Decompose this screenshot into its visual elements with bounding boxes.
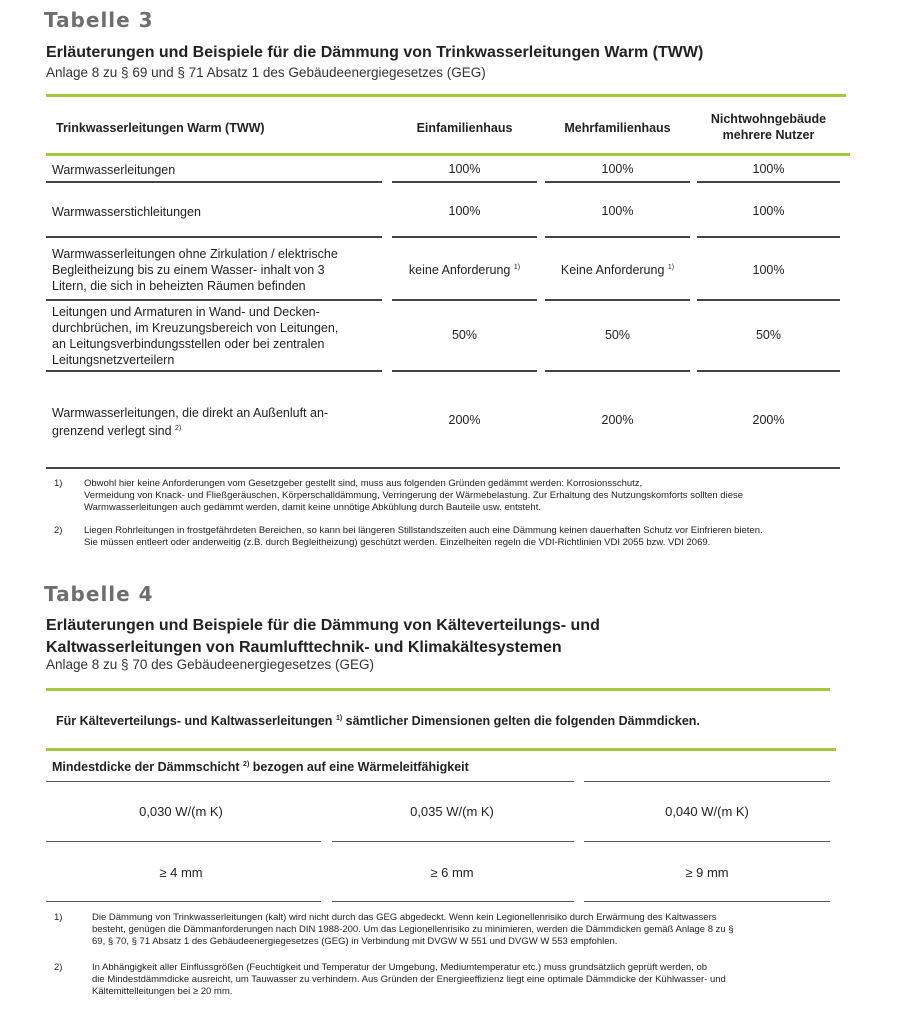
table3-footnote1-line3: Warmwasserleitungen auch gedämmt werden, damit keine unnötige Abkühlung durch Bauteile usw. entsteht. (84, 502, 541, 513)
table3-header-col3: Mehrfamilienhaus (564, 121, 671, 135)
table4-heading-rule (46, 781, 574, 782)
table4-title-line1: Erläuterungen und Beispiele für die Dämmung von Kälteverteilungs- und (46, 617, 600, 634)
table3-title: Erläuterungen und Beispiele für die Dämmung von Trinkwasserleitungen Warm (TWW) (46, 44, 704, 61)
table3-row3-mfh (545, 263, 690, 277)
table4-conductivity-2: 0,035 W/(m K) (410, 804, 494, 819)
table3-header-col4 (697, 111, 840, 143)
table3-row5-desc (52, 405, 382, 439)
table3-row4-desc-line1: Leitungen und Armaturen in Wand- und Decken- (52, 305, 320, 319)
table3-row4-rule-c2 (392, 370, 537, 372)
table3-row4-desc-line2: durchbrüchen, im Kreuzungsbereich von Leitungen, (52, 321, 339, 335)
table3-row4-desc-line4: Leitungsnetzverteilern (52, 353, 175, 367)
table4-intro-b: sämtlicher Dimensionen gelten die folgenden Dämmdicken. (345, 714, 700, 728)
table4-heading-note: 2) (243, 761, 250, 768)
table3-row3-mfh-note: 1) (667, 264, 675, 271)
table3-row3-rule-c2 (392, 299, 537, 301)
table3-row3-efh (392, 263, 537, 277)
table3-row2-efh: 100% (448, 204, 481, 218)
table3-row5-efh: 200% (448, 413, 481, 427)
table3-row3-mfh-text: Keine Anforderung (560, 263, 665, 277)
table3-top-rule (46, 94, 846, 97)
table3-row4-rule-c3 (545, 370, 690, 372)
table3-row1-rule-c3 (545, 181, 690, 183)
table4-footnote1-line2: besteht, genügen die Dämmanforderungen nach DIN 1988-200. Um das Legionellenrisiko zu minimieren, werden die Dämmdicken gemäß Anlage 8 zu § (92, 924, 734, 935)
table3-row4-rule-c4 (697, 370, 840, 372)
table3-row2-rule-c3 (545, 236, 690, 238)
table3-row4-nwg: 50% (755, 328, 782, 342)
table3-row3-desc-line3: Litern, die sich in beheizten Räumen befinden (52, 279, 306, 293)
table3-row4-rule (46, 370, 382, 372)
table3-footnote1 (84, 478, 844, 514)
table4-footnote2-line3: Kältemittelleitungen bei ≥ 20 mm. (92, 986, 233, 997)
table3-row4-desc-line3: an Leitungsverbindungsstellen oder bei zentralen (52, 337, 325, 351)
table3-footnote2-num: 2) (54, 525, 63, 536)
table4-title-line2: Kaltwasserleitungen von Raumlufttechnik- und Klimakältesystemen (46, 639, 562, 656)
table3-footnote1-num: 1) (54, 478, 63, 489)
table4-heading (52, 760, 469, 774)
table3-header-rule (46, 153, 850, 156)
table3-footnote2 (84, 525, 844, 549)
table4-thickness-2: ≥ 6 mm (430, 865, 474, 880)
table4-thickness-1: ≥ 4 mm (159, 865, 203, 880)
table4-row2-rule-2 (332, 901, 574, 902)
table4-thickness-3: ≥ 9 mm (685, 865, 729, 880)
table4-footnote2 (92, 962, 852, 998)
table3-row3-rule-c4 (697, 299, 840, 301)
table4-footnote1 (92, 912, 852, 948)
table4-footnote1-line3: 69, § 70, § 71 Absatz 1 des Gebäudeenergiegesetzes (GEG) in Verbindung mit DVGW W 551 und DVGW W 553 empfohlen. (92, 936, 618, 947)
table4-heading-b: bezogen auf eine Wärmeleitfähigkeit (252, 760, 469, 774)
table4-intro-rule (46, 748, 836, 751)
table3-row2-desc: Warmwasserstichleitungen (52, 205, 201, 219)
table3-row5-note: 2) (175, 425, 182, 432)
table3-row2-rule-c4 (697, 236, 840, 238)
table4-footnote2-line2: die Mindestdämmdicke ausreicht, um Tauwasser zu verhindern. Aus Gründen der Energieeffizienz liegt eine optimale Dämmdicke der Kühlwasser- und (92, 974, 726, 985)
table4-subtitle: Anlage 8 zu § 70 des Gebäudeenergiegesetzes (GEG) (46, 657, 374, 672)
table3-footnote1-line2: Vermeidung von Knack- und Fließgeräuschen, Körperschalldämmung, Verringerung der Wärmebelastung. Zur Erhaltung des Nutzungskomforts sollten diese (84, 490, 744, 501)
table4-conductivity-3: 0,040 W/(m K) (665, 804, 749, 819)
table4-label: Tabelle 4 (44, 582, 154, 606)
table4-title (46, 615, 600, 659)
table3-row4-mfh: 50% (604, 328, 631, 342)
table4-intro (56, 714, 700, 728)
table4-heading-rule-right (584, 781, 830, 782)
table4-footnote2-line1: In Abhängigkeit aller Einflussgrößen (Feuchtigkeit und Temperatur der Umgebung, Mediumtemperatur etc.) muss grundsätzlich geprüft werden, ob (92, 962, 708, 973)
table3-row3-desc-line1: Warmwasserleitungen ohne Zirkulation / elektrische (52, 247, 338, 261)
table3-row5-desc-line1: Warmwasserleitungen, die direkt an Außenluft an- (52, 406, 329, 420)
table3-row1-rule-c4 (697, 181, 840, 183)
table3-label: Tabelle 3 (44, 8, 154, 32)
table3-row3-efh-text: keine Anforderung (408, 263, 511, 277)
table3-row4-desc (52, 304, 382, 368)
table3-row3-efh-note: 1) (513, 264, 521, 271)
table3-row1-mfh: 100% (601, 162, 634, 176)
table3-footnote2-line2: Sie müssen entleert oder anderweitig (z.B. durch Begleitheizung) geschützt werden. Einzelheiten regeln die VDI-Richtlinien VDI 2055 bzw. VDI 2069. (84, 537, 711, 548)
table3-row1-desc: Warmwasserleitungen (52, 163, 176, 177)
table3-row3-desc-line2: Begleitheizung bis zu einem Wasser- inhalt von 3 (52, 263, 325, 277)
table3-row5-nwg: 200% (752, 413, 785, 427)
table3-row4-efh: 50% (451, 328, 478, 342)
table3-footnote1-line1: Obwohl hier keine Anforderungen vom Gesetzgeber gestellt sind, muss aus folgenden Gründen gedämmt werden: Korrosionsschutz, (84, 478, 643, 489)
table4-top-rule (46, 688, 830, 691)
table4-row2-rule-1 (46, 901, 321, 902)
table3-header-col4-line2: mehrere Nutzer (722, 128, 815, 142)
table3-row3-rule-c3 (545, 299, 690, 301)
table4-row2-rule-3 (584, 901, 830, 902)
table3-footnote2-line1: Liegen Rohrleitungen in frostgefährdeten Bereichen, so kann bei längeren Stillstandszeiten auch eine Dämmung keinen dauerhaften Schutz vor Einfrieren bieten. (84, 525, 763, 536)
table3-row1-rule (46, 181, 382, 183)
table3-subtitle: Anlage 8 zu § 69 und § 71 Absatz 1 des Gebäudeenergiegesetzes (GEG) (46, 65, 486, 80)
table3-row1-nwg: 100% (752, 162, 785, 176)
table3-header-col1: Trinkwasserleitungen Warm (TWW) (56, 121, 265, 135)
table3-row3-nwg: 100% (752, 263, 785, 277)
table4-conductivity-1: 0,030 W/(m K) (139, 804, 223, 819)
table4-row1-rule-1 (46, 841, 321, 842)
table4-row1-rule-3 (584, 841, 830, 842)
table3-row2-nwg: 100% (752, 204, 785, 218)
table3-bottom-rule (46, 467, 840, 469)
table4-footnote1-line1: Die Dämmung von Trinkwasserleitungen (kalt) wird nicht durch das GEG abgedeckt. Wenn kein Legionellenrisiko durch Erwärmung des Kaltwassers (92, 912, 717, 923)
table3-header-col2: Einfamilienhaus (416, 121, 513, 135)
table3-row1-efh: 100% (448, 162, 481, 176)
table4-row1-rule-2 (332, 841, 574, 842)
table4-heading-a: Mindestdicke der Dämmschicht (52, 760, 240, 774)
table3-row2-mfh: 100% (601, 204, 634, 218)
table3-header-col4-line1: Nichtwohngebäude (710, 112, 827, 126)
table4-intro-a: Für Kälteverteilungs- und Kaltwasserleitungen (56, 714, 333, 728)
table4-intro-note: 1) (335, 715, 343, 722)
table3-row3-desc (52, 246, 382, 294)
table3-row5-mfh: 200% (601, 413, 634, 427)
table4-footnote2-num: 2) (54, 962, 63, 973)
table3-row3-rule (46, 299, 382, 301)
table3-row5-desc-line2-text: grenzend verlegt sind (52, 424, 172, 438)
table4-footnote1-num: 1) (54, 912, 63, 923)
table3-row2-rule-c2 (392, 236, 537, 238)
table3-row1-rule-c2 (392, 181, 537, 183)
table3-row2-rule (46, 236, 382, 238)
table3-row5-desc-line2 (52, 421, 382, 439)
